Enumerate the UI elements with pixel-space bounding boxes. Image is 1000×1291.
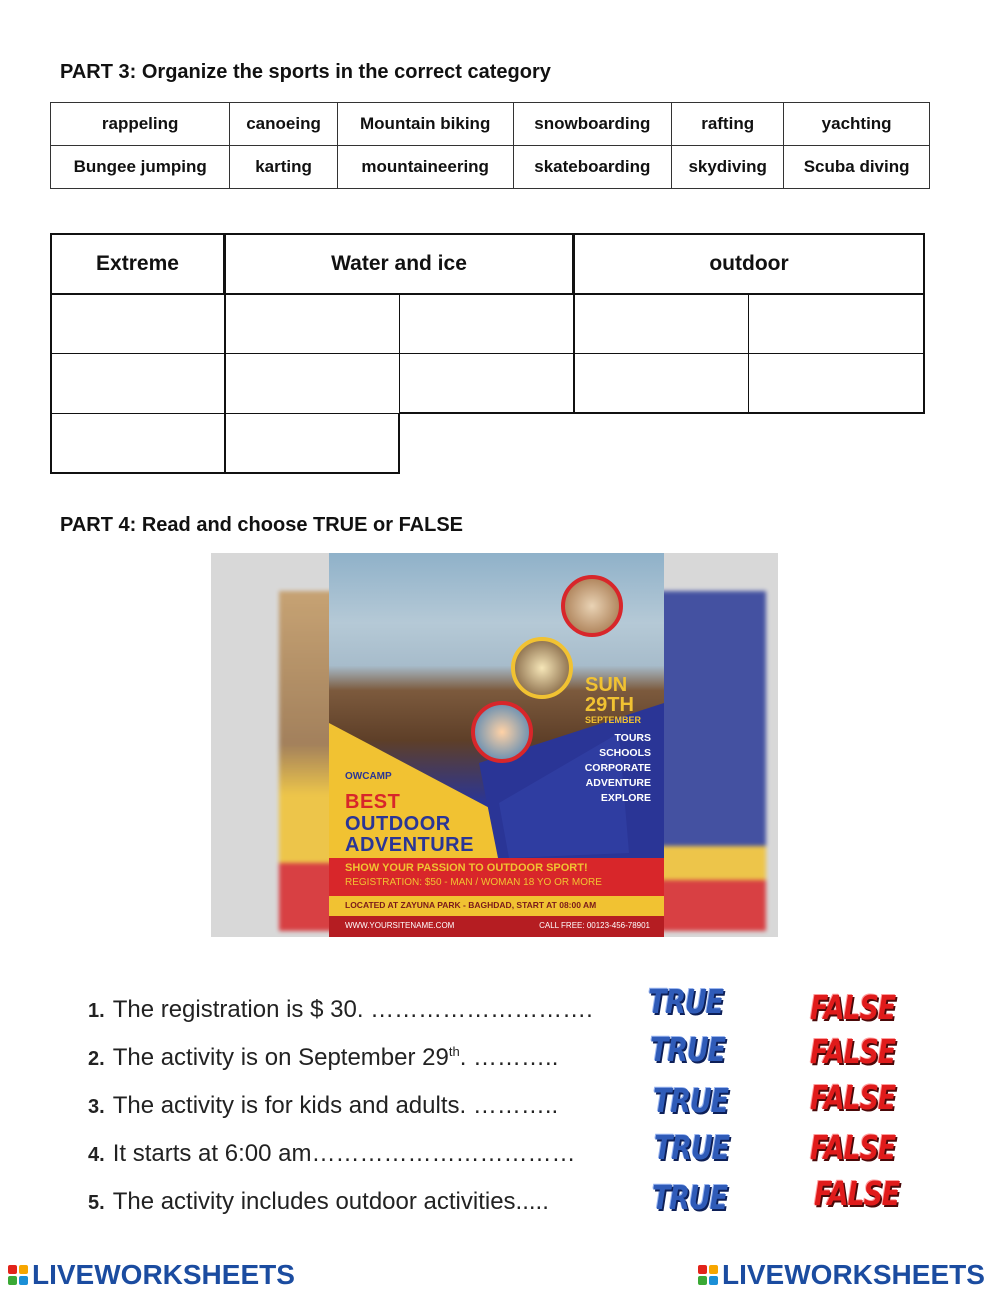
false-button-1[interactable]: FALSE (810, 988, 896, 1027)
word-bank-item[interactable]: karting (230, 146, 337, 189)
question-2 (88, 1044, 558, 1072)
poster-list-item: CORPORATE (584, 762, 651, 774)
question-1 (88, 996, 593, 1024)
poster-month: SEPTEMBER (585, 715, 642, 725)
drop-cell-extreme-3[interactable] (50, 413, 225, 474)
poster-day: SUN (585, 674, 628, 696)
category-header-water-ice: Water and ice (224, 233, 574, 295)
word-bank-item[interactable]: rappeling (51, 103, 230, 146)
logo-text: LIVEWORKSHEETS (722, 1259, 985, 1290)
question-4 (88, 1140, 575, 1168)
word-bank-table (50, 102, 930, 189)
drop-cell-water-1[interactable] (224, 294, 400, 354)
drop-cell-outdoor-1[interactable] (573, 294, 749, 354)
poster-brand: OWCAMP (345, 771, 392, 782)
word-bank-item[interactable]: mountaineering (337, 146, 513, 189)
adventure-poster-image (211, 553, 778, 937)
climbing-photo-circle (561, 575, 623, 637)
poster-list-item: TOURS (614, 732, 651, 744)
drop-cell-outdoor-4[interactable] (748, 353, 925, 414)
false-button-5[interactable]: FALSE (814, 1174, 900, 1213)
question-number: 5. (88, 1192, 105, 1214)
liveworksheets-logo (8, 1259, 295, 1291)
poster-list-item: EXPLORE (600, 792, 651, 804)
liveworksheets-logo (698, 1259, 985, 1291)
word-bank-item[interactable]: rafting (672, 103, 784, 146)
drop-cell-water-5[interactable] (224, 413, 400, 474)
poster-website: WWW.YOURSITENAME.COM (345, 921, 455, 930)
false-button-2[interactable]: FALSE (810, 1032, 896, 1071)
question-number: 2. (88, 1048, 105, 1070)
word-bank-item[interactable]: Scuba diving (784, 146, 930, 189)
poster-date-number: 29TH (585, 694, 634, 716)
question-number: 1. (88, 1000, 105, 1022)
question-text: The registration is $ 30. ………………………. (112, 996, 593, 1023)
true-button-4[interactable]: TRUE (654, 1128, 729, 1167)
question-text: The activity includes outdoor activities..... (112, 1188, 549, 1215)
false-button-4[interactable]: FALSE (810, 1128, 896, 1167)
word-bank-row (51, 146, 930, 189)
word-bank-item[interactable]: Bungee jumping (51, 146, 230, 189)
poster-activity-list (561, 731, 651, 806)
logo-text: LIVEWORKSHEETS (32, 1259, 295, 1290)
poster-list-item: ADVENTURE (585, 777, 651, 789)
poster-tagline: SHOW YOUR PASSION TO OUTDOOR SPORT! (345, 862, 588, 874)
poster-call: CALL FREE: 00123-456-78901 (539, 921, 650, 930)
true-button-5[interactable]: TRUE (652, 1178, 727, 1217)
poster-date (585, 675, 641, 725)
category-header-extreme: Extreme (50, 233, 225, 295)
drop-cell-extreme-2[interactable] (50, 353, 225, 414)
poster-title-best: BEST (345, 791, 401, 813)
part3-heading: PART 3: Organize the sports in the correct category (60, 61, 551, 83)
drop-cell-outdoor-2[interactable] (748, 294, 925, 354)
word-bank-item[interactable]: yachting (784, 103, 930, 146)
word-bank-item[interactable]: canoeing (230, 103, 337, 146)
question-text: The activity is for kids and adults. ……….. (112, 1092, 559, 1119)
word-bank-item[interactable]: snowboarding (513, 103, 671, 146)
poster-title-outdoor: OUTDOOR (345, 813, 451, 835)
poster-list-item: SCHOOLS (599, 747, 651, 759)
true-button-1[interactable]: TRUE (648, 982, 723, 1021)
question-number: 3. (88, 1096, 105, 1118)
true-button-3[interactable]: TRUE (653, 1081, 728, 1120)
drop-cell-extreme-1[interactable] (50, 294, 225, 354)
kayaking-photo-circle (471, 701, 533, 763)
liveworksheets-mark-icon (698, 1265, 718, 1285)
word-bank-item[interactable]: Mountain biking (337, 103, 513, 146)
true-button-2[interactable]: TRUE (650, 1030, 725, 1069)
poster (329, 553, 664, 937)
false-button-3[interactable]: FALSE (810, 1078, 896, 1117)
drop-cell-water-4[interactable] (399, 353, 574, 414)
word-bank-row (51, 103, 930, 146)
liveworksheets-mark-icon (8, 1265, 28, 1285)
question-number: 4. (88, 1144, 105, 1166)
poster-registration: REGISTRATION: $50 - MAN / WOMAN 18 YO OR MORE (345, 877, 602, 888)
question-3 (88, 1092, 558, 1120)
category-table (50, 233, 925, 474)
diving-photo-circle (511, 637, 573, 699)
drop-cell-water-3[interactable] (224, 353, 400, 414)
question-text: It starts at 6:00 am…………………………… (112, 1140, 576, 1167)
part4-heading: PART 4: Read and choose TRUE or FALSE (60, 514, 464, 536)
question-text-tail: . ……….. (459, 1044, 559, 1071)
question-5 (88, 1188, 549, 1216)
poster-title-adventure: ADVENTURE (345, 834, 474, 856)
category-header-outdoor: outdoor (573, 233, 925, 295)
drop-cell-water-2[interactable] (399, 294, 574, 354)
poster-location: LOCATED AT ZAYUNA PARK - BAGHDAD, START AT 08:00 AM (345, 900, 597, 910)
question-superscript: th (448, 1044, 460, 1059)
word-bank-item[interactable]: skateboarding (513, 146, 671, 189)
drop-cell-outdoor-3[interactable] (573, 353, 749, 414)
word-bank-item[interactable]: skydiving (672, 146, 784, 189)
question-text: The activity is on September 29 (112, 1044, 449, 1071)
